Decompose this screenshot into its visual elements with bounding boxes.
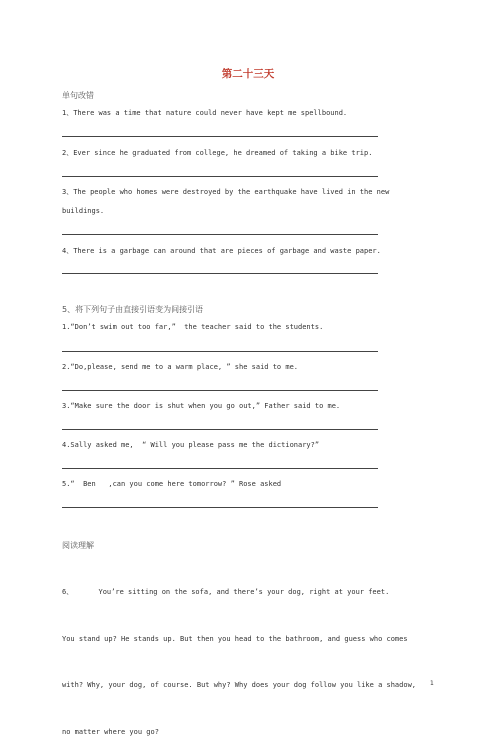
answer-line <box>62 273 378 274</box>
exercise-line: 5.“ Ben ,can you come here tomorrow? ” Rose asked <box>62 480 282 488</box>
answer-line <box>62 136 378 137</box>
paragraph-line: no matter where you go? <box>62 727 159 736</box>
section-heading-reading: 阅读理解 <box>62 541 94 550</box>
exercise-line: 3、The people who homes were destroyed by the earthquake have lived in the new <box>62 188 390 196</box>
page-number: 1 <box>430 680 434 687</box>
paragraph-line: with? Why, your dog, of course. But why? Why does your dog follow you like a shadow, <box>62 681 417 689</box>
exercise-line: 3.“Make sure the door is shut when you go out,” Father said to me. <box>62 402 341 410</box>
page-title: 第二十三天 <box>221 68 275 80</box>
exercise-line: 1、There was a time that nature could never have kept me spellbound. <box>62 109 348 117</box>
reading-paragraph <box>62 554 434 756</box>
answer-line <box>62 507 378 508</box>
paragraph-line: You stand up? He stands up. But then you head to the bathroom, and guess who comes <box>62 634 408 643</box>
answer-line <box>62 234 378 235</box>
section-heading-correction: 单句改错 <box>62 91 94 100</box>
answer-line <box>62 468 378 469</box>
paragraph-line: 6、 You’re sitting on the sofa, and there’s your dog, right at your feet. <box>62 588 390 596</box>
exercise-line: 4.Sally asked me, “ Will you please pass me the dictionary?” <box>62 441 320 449</box>
answer-line <box>62 390 378 391</box>
answer-line <box>62 429 378 430</box>
answer-line <box>62 176 378 177</box>
exercise-line: 2、Ever since he graduated from college, he dreamed of taking a bike trip. <box>62 149 373 157</box>
exercise-line: 1.“Don’t swim out too far,” the teacher said to the students. <box>62 323 324 331</box>
exercise-line: 2.“Do,please, send me to a warm place, ” she said to me. <box>62 363 299 371</box>
answer-line <box>62 351 378 352</box>
exercise-line: 4、There is a garbage can around that are pieces of garbage and waste paper. <box>62 247 381 255</box>
section-heading-reported-speech: 5、将下列句子由直接引语变为间接引语 <box>62 305 204 314</box>
exercise-line: buildings. <box>62 207 105 215</box>
